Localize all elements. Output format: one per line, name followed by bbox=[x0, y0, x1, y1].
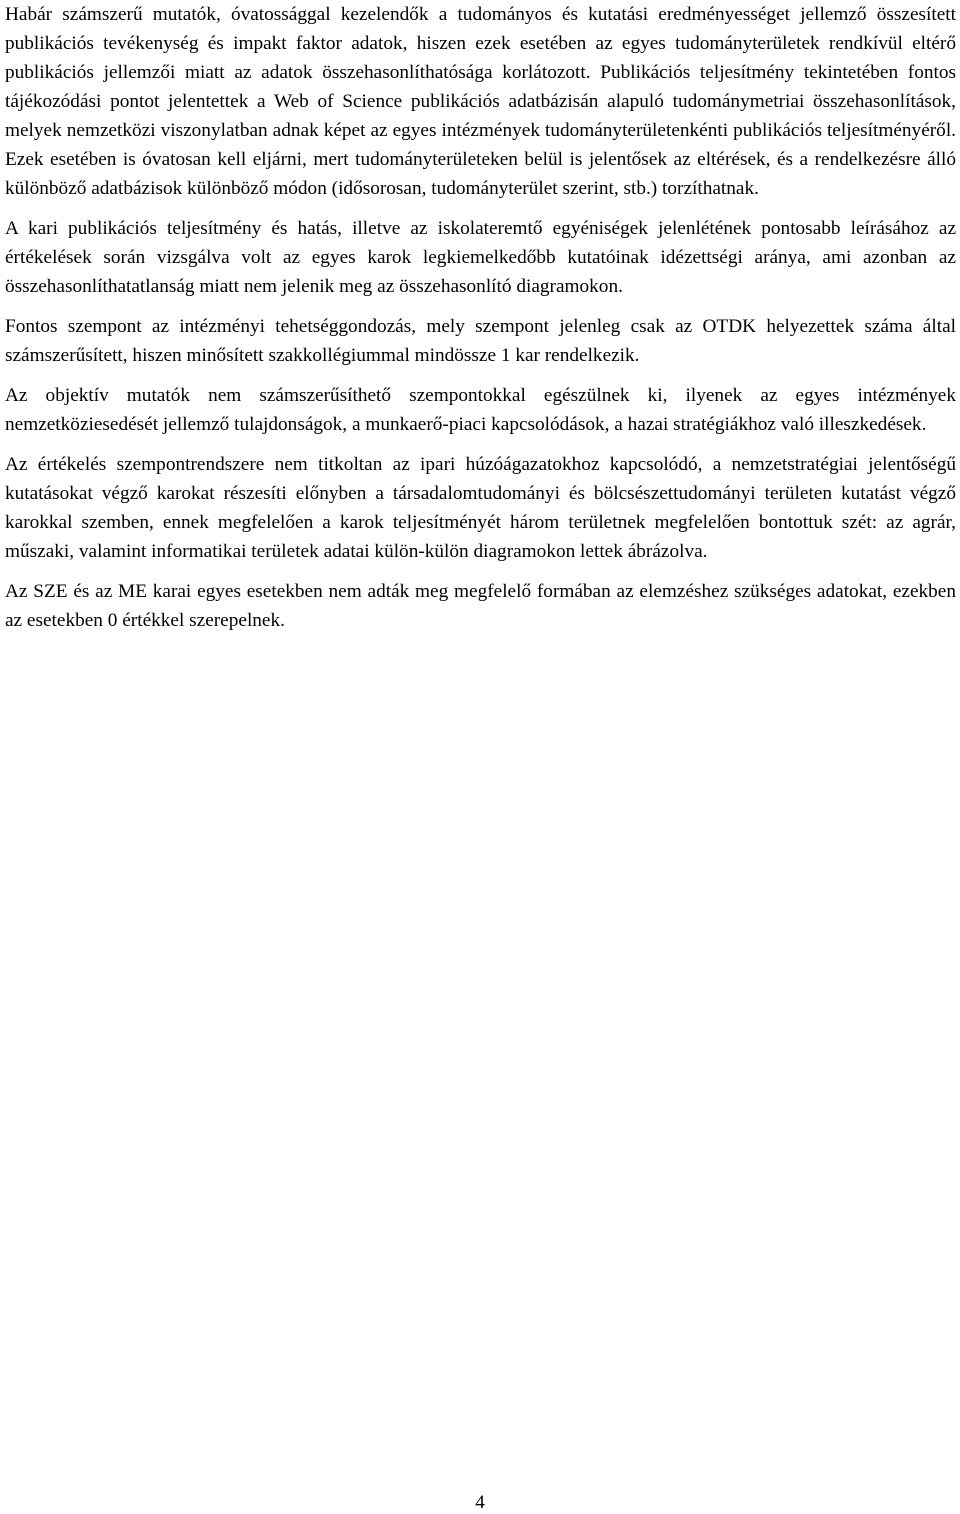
paragraph-talent-management: Fontos szempont az intézményi tehetséggondozás, mely szempont jelenleg csak az OTDK helyezettek száma által számszerűsített, hiszen minősített szakkollégiummal mindössze 1 kar rendelkezik. bbox=[5, 316, 956, 366]
document-body bbox=[5, 0, 956, 646]
paragraph-publication-metrics: Habár számszerű mutatók, óvatossággal kezelendők a tudományos és kutatási eredményességet jellemző összesített publikációs tevékenység és impakt faktor adatok, hiszen ezek esetében az egyes tudományterületek rendkívül eltérő publikációs jellemzői miatt az adatok összehasonlíthatósága korlátozott. Publikációs teljesítmény tekintetében fontos tájékozódási pontot jelentettek a Web of Science publikációs adatbázisán alapuló tudománymetriai összehasonlítások, melyek nemzetközi viszonylatban adnak képet az egyes intézmények tudományterületenkénti publikációs teljesítményéről. Ezek esetében is óvatosan kell eljárni, mert tudományterületeken belül is jelentősek az eltérések, és a rendelkezésre álló különböző adatbázisok különböző módon (idősorosan, tudományterület szerint, stb.) torzíthatnak. bbox=[5, 4, 956, 199]
page-number: 4 bbox=[475, 1492, 485, 1513]
paragraph-evaluation-criteria: Az értékelés szempontrendszere nem titkoltan az ipari húzóágazatokhoz kapcsolódó, a nemzetstratégiai jelentőségű kutatásokat végző karokat részesíti előnyben a társadalomtudományi és bölcsészettudományi területen kutatást végző karokkal szemben, ennek megfelelően a karok teljesítményét három területnek megfelelően bontottuk szét: az agrár, műszaki, valamint informatikai területek adatai külön-külön diagramokon lettek ábrázolva. bbox=[5, 454, 956, 562]
paragraph-missing-data: Az SZE és az ME karai egyes esetekben nem adták meg megfelelő formában az elemzéshez szükséges adatokat, ezekben az esetekben 0 értékkel szerepelnek. bbox=[5, 581, 956, 631]
paragraph-faculty-citations: A kari publikációs teljesítmény és hatás, illetve az iskolateremtő egyéniségek jelenlétének pontosabb leírásához az értékelések során vizsgálva volt az egyes karok legkiemelkedőbb kutatóinak idézettségi aránya, ami azonban az összehasonlíthatatlanság miatt nem jelenik meg az összehasonlító diagramokon. bbox=[5, 218, 956, 297]
paragraph-objective-indicators: Az objektív mutatók nem számszerűsíthető szempontokkal egészülnek ki, ilyenek az egyes intézmények nemzetköziesedését jellemző tulajdonságok, a munkaerő-piaci kapcsolódások, a hazai stratégiákhoz való illeszkedések. bbox=[5, 385, 956, 435]
